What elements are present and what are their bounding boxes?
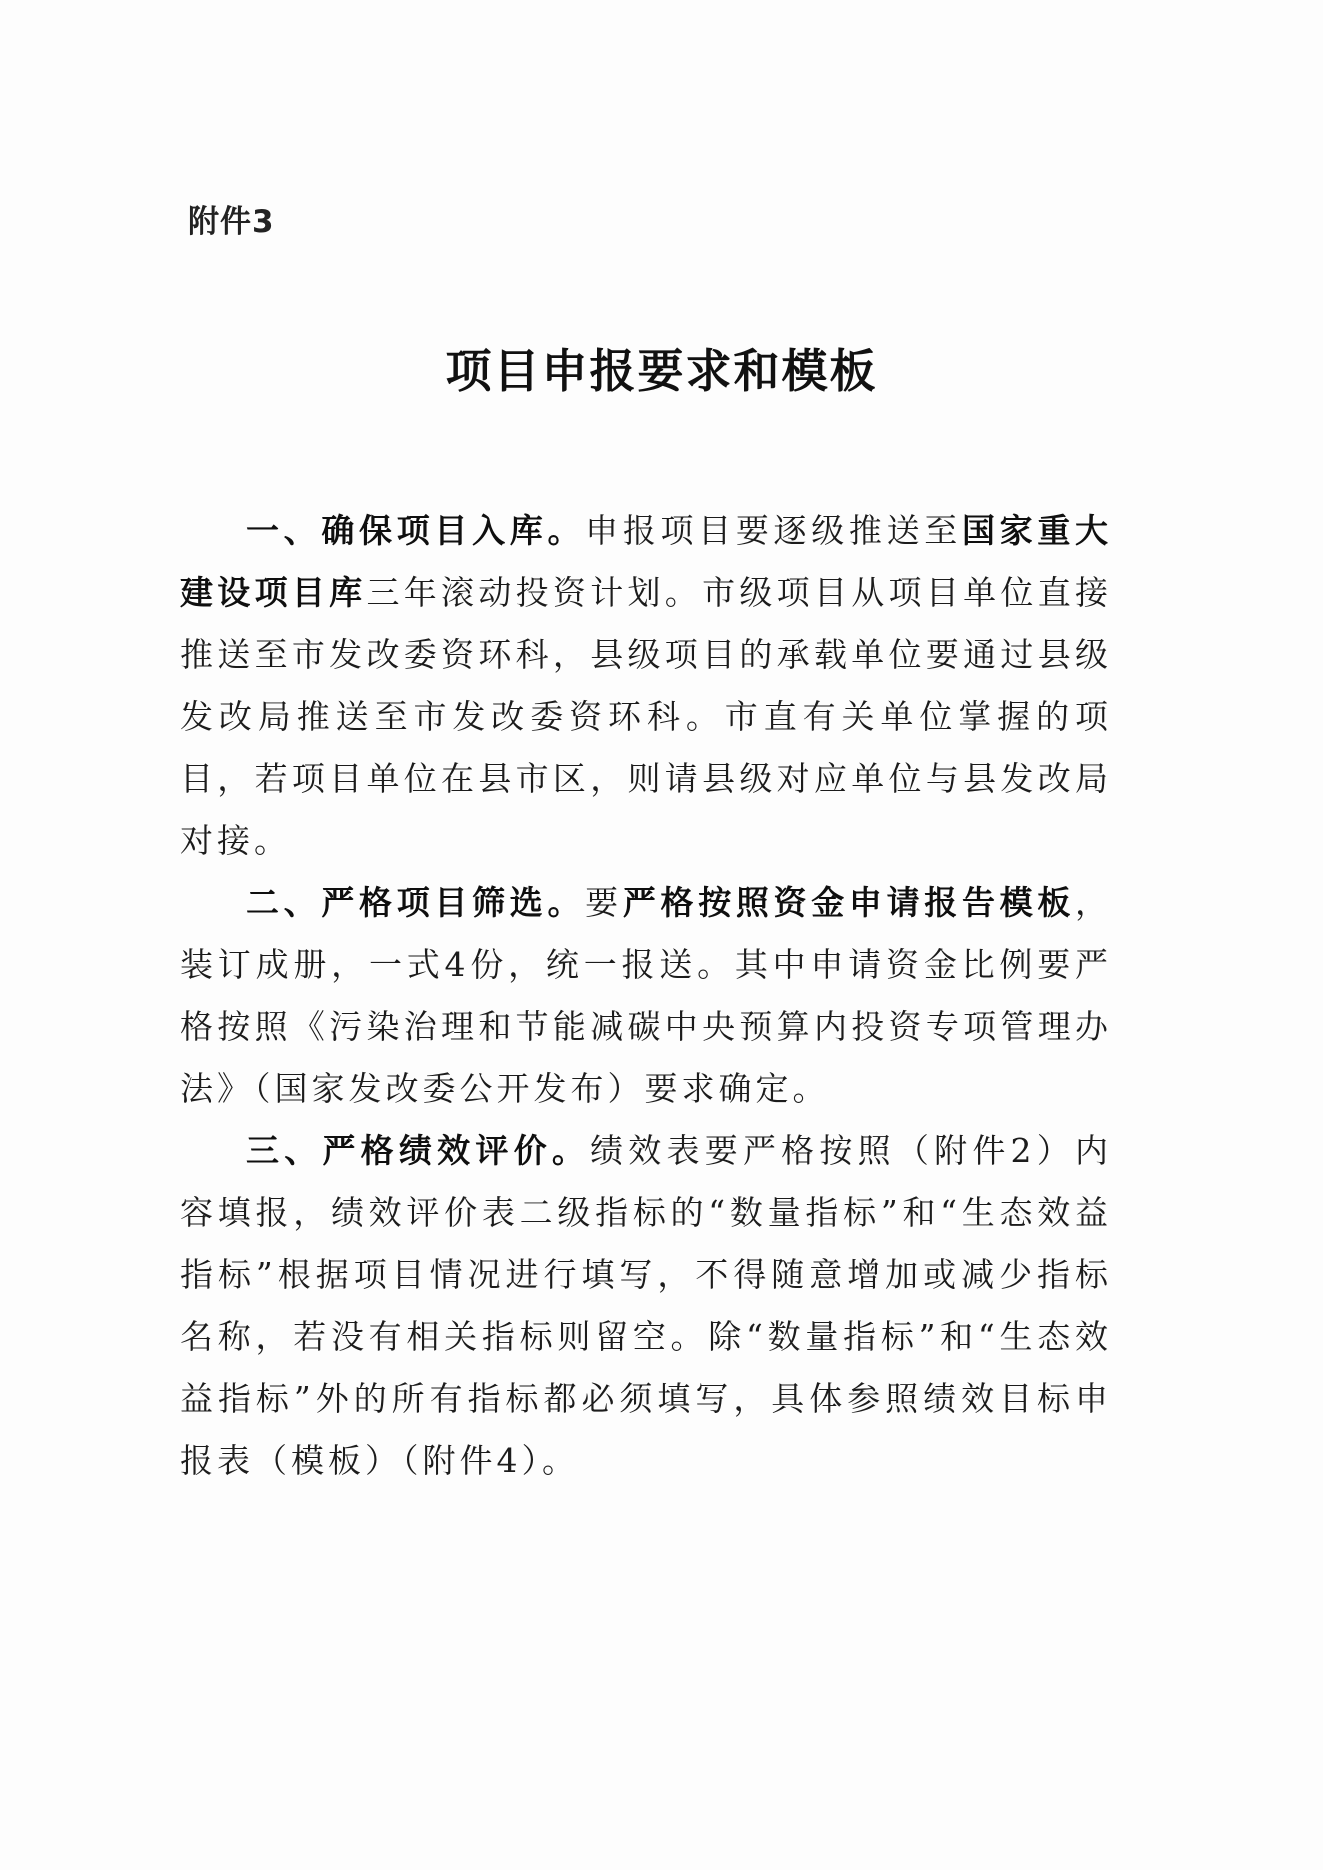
document-title: 项目申报要求和模板 bbox=[445, 344, 878, 398]
document-body bbox=[180, 500, 1112, 1492]
paragraph-text: 三年滚动投资计划。市级项目从项目单位直接推送至市发改委资环科，县级项目的承载单位要通过县级发改局推送至市发改委资环科。市直有关单位掌握的项目，若项目单位在县市区，则请县级对应单位与县发改局对接。 bbox=[180, 573, 1113, 860]
section-heading: 一、确保项目入库。 bbox=[246, 511, 586, 550]
emphasis-text: 国家重大建设项目库 bbox=[180, 511, 1113, 612]
emphasis-text: 严格按照资金申请报告模板 bbox=[622, 883, 1076, 922]
paragraph-text: 绩效表要严格按照（附件2）内容填报，绩效评价表二级指标的“数量指标”和“生态效益指标”根据项目情况进行填写，不得随意增加或减少指标名称，若没有相关指标则留空。除“数量指标”和“生态效益指标”外的所有指标都必须填写，具体参照绩效目标申报表（模板）（附件4）。 bbox=[180, 1131, 1112, 1480]
paragraph-3 bbox=[180, 1120, 1112, 1492]
paragraph-text: 申报项目要逐级推送至 bbox=[585, 511, 962, 550]
paragraph-text: ，装订成册，一式4份，统一报送。其中申请资金比例要严格按照《污染治理和节能减碳中央预算内投资专项管理办法》（国家发改委公开发布）要求确定。 bbox=[180, 883, 1113, 1108]
paragraph-2 bbox=[180, 872, 1112, 1120]
paragraph-1 bbox=[180, 500, 1112, 872]
section-heading: 三、严格绩效评价。 bbox=[246, 1131, 591, 1170]
paragraph-text: 要 bbox=[585, 883, 623, 922]
section-heading: 二、严格项目筛选。 bbox=[246, 883, 586, 922]
attachment-label: 附件3 bbox=[188, 204, 275, 240]
